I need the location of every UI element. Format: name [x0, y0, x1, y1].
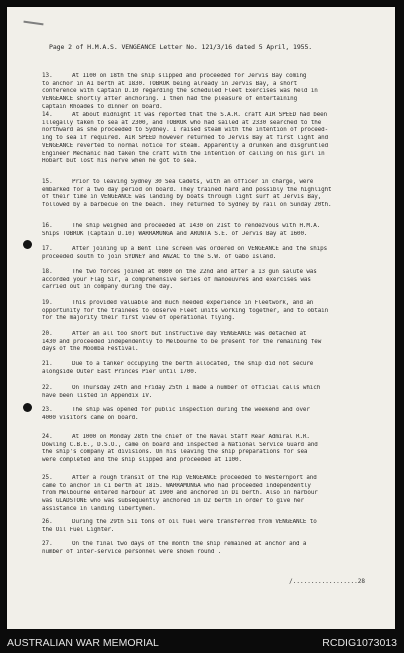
paragraph-line: was GLADSTONE who was subsequently anchored in D2 berth in order to give her — [42, 498, 304, 505]
archive-reference: RCDIG1073013 — [322, 637, 397, 649]
paragraph-line: ing to sea if required. AIR SPEED however returned to Jervis Bay at first light and — [42, 135, 329, 142]
paragraph — [42, 246, 372, 261]
paragraph-line: followed by a barbecue on the beach. They returned to Sydney by rail on Sunday 20th. — [42, 202, 332, 209]
archive-footer-bar — [0, 629, 404, 653]
paragraph-line: After joining up a Bent line screen was ordered on VENGEANCE and the ships — [72, 246, 328, 252]
paragraph-number: 14. — [42, 112, 53, 118]
paragraph-line: At about midnight it was reported that the S.A.R. craft AIR SPEED had been — [72, 112, 328, 118]
paragraph-number: 13. — [42, 73, 53, 79]
paragraph-line: During the 29th 511 tons of oil fuel were transferred from VENGEANCE to — [72, 519, 317, 525]
paragraph — [42, 112, 372, 166]
paragraph-number: 21. — [42, 361, 53, 367]
paragraph-line: Due to a tanker occupying the berth allocated, the ship did not secure — [72, 361, 314, 367]
paragraph — [42, 73, 372, 112]
paragraph-number: 27. — [42, 541, 53, 547]
paragraph-line: At 1000 on Monday 28th the chief of the Naval Staff Rear Admiral R.R. — [72, 434, 310, 440]
paragraph-number: 19. — [42, 300, 53, 306]
paragraph-number: 26. — [42, 519, 53, 525]
paragraph-line: northward as she proceeded to Sydney. I raised steam with the intention of proceed- — [42, 127, 329, 134]
paragraph-line: of their time in VENGEANCE was landing by boats through light surf at Jervis Bay, — [42, 194, 322, 201]
paragraph-line: Ships TOBRUK (Captain D.10) WARRAMUNGA and ARUNTA S.E. of Jervis Bay at 1600. — [42, 230, 308, 237]
paragraph — [42, 434, 372, 465]
paragraph-line: were completed and the ship slipped and proceeded at 1100. — [42, 457, 242, 464]
paragraph-line: for the majority their first view of operational flying. — [42, 315, 236, 322]
paragraph — [42, 331, 372, 354]
paragraph-line: The ship was opened for public inspection during the weekend and over — [72, 407, 310, 413]
paragraph-line: Dowling C.B.E., D.S.O., came on board and inspected a National Service Guard and — [42, 441, 318, 448]
paragraph-line: the ship's company at divisions. On his leaving the ship preparations for sea — [42, 449, 308, 456]
paragraph-line: VENGEANCE reverted to normal notice for steam. Apparently a drunken and disgruntled — [42, 142, 329, 149]
paragraph-line: carried out in company during the day. — [42, 284, 173, 291]
paragraph-number: 22. — [42, 385, 53, 391]
paragraph-line: came to anchor in C1 berth at 1815. WARRAMUNGA who had proceeded independently — [42, 482, 311, 489]
punch-hole — [23, 403, 32, 412]
paragraph — [42, 179, 372, 210]
paragraph-line: illegally taken to sea at 2300, and TOBRUK who had sailed at 2330 searched to the — [42, 119, 322, 126]
paragraph-line: Prior to leaving Sydney 30 Sea Cadets, with an officer in charge, were — [72, 179, 314, 185]
page-header: Page 2 of H.M.A.S. VENGEANCE Letter No. 121/3/16 dated 5 April, 1955. — [49, 43, 313, 51]
paragraph-line: accorded your Flag Sir, a comprehensive series of manoeuvres and exercises was — [42, 276, 311, 283]
paragraph-line: Hobart but lost his nerve when he got to sea. — [42, 158, 198, 165]
paragraph-line: VENGEANCE shortly after anchoring. I then had the pleasure of entertaining — [42, 96, 298, 103]
paragraph-line: days of the Moomba Festival. — [42, 346, 139, 353]
paragraph-line: assistance in landing libertymen. — [42, 505, 156, 512]
paragraph-line: After an all too short but instructive day VENGEANCE was detached at — [72, 331, 307, 337]
paragraph-line: 4000 visitors came on board. — [42, 414, 139, 421]
paragraph-line: Captain Rhoades to dinner on board. — [42, 103, 163, 110]
paragraph-line: Engineer Mechanic had taken the craft with the intention of calling on his girl in — [42, 150, 325, 157]
paragraph — [42, 541, 372, 556]
paragraph-number: 24. — [42, 434, 53, 440]
document-page — [7, 7, 395, 629]
paragraph-line: from Melbourne entered harbour at 1900 and anchored in D1 berth. Also in harbour — [42, 490, 318, 497]
paragraph-line: This provided valuable and much needed experience in Fleetwork, and an — [72, 300, 314, 306]
punch-hole — [23, 240, 32, 249]
paragraph — [42, 475, 372, 514]
paragraph — [42, 407, 372, 422]
paragraph-line: conference with Captain D.10 regarding the scheduled Fleet Exercises was held in — [42, 88, 318, 95]
paragraph — [42, 519, 372, 534]
paragraph — [42, 385, 372, 400]
paragraph-number: 17. — [42, 246, 53, 252]
paragraph-number: 16. — [42, 223, 53, 229]
paragraph — [42, 300, 372, 323]
paragraph-line: have been listed in Appendix IV. — [42, 392, 153, 399]
paragraph-line: At 1100 on 18th the ship slipped and proceeded for Jervis Bay coming — [72, 73, 307, 79]
paragraph-line: After a rough transit of the Rip VENGEANCE proceeded to Westernport and — [72, 475, 317, 481]
paragraph — [42, 223, 372, 238]
paragraph-line: The ship weighed and proceeded at 1430 on 21st to rendezvous with H.M.A. — [72, 223, 321, 229]
paragraph-number: 18. — [42, 269, 53, 275]
paragraph-line: The two forces joined at 0800 on the 22nd and after a 13 gun salute was — [72, 269, 317, 275]
paragraph-line: 1430 and proceeded independently to Melbourne to be present for the remaining few — [42, 338, 322, 345]
paragraph-number: 15. — [42, 179, 53, 185]
paragraph-line: to anchor in A1 berth at 1830. TOBRUK being already in Jervis Bay, a short — [42, 80, 298, 87]
paragraph-line: On Thursday 24th and Friday 25th I made a number of official calls which — [72, 385, 321, 391]
staple-mark — [22, 21, 43, 33]
paragraph-line: alongside Outer East Princes Pier until 1700. — [42, 368, 198, 375]
paragraph-line: embarked for a two day period on board. They trained hard and possibly the highlight — [42, 186, 332, 193]
paragraph-line: opportunity for the trainees to observe Fleet units working together, and to obtain — [42, 307, 329, 314]
paragraph-line: number of inter-service personnel were shown round . — [42, 548, 222, 555]
paragraph — [42, 269, 372, 292]
paragraph-number: 25. — [42, 475, 53, 481]
paragraph — [42, 361, 372, 376]
continuation-marker: /..................28 — [289, 578, 365, 585]
paragraph-line: the Oil Fuel Lighter. — [42, 526, 115, 533]
archive-name: AUSTRALIAN WAR MEMORIAL — [7, 637, 159, 649]
paragraph-number: 23. — [42, 407, 53, 413]
paragraph-line: On the final two days of the month the ship remained at anchor and a — [72, 541, 307, 547]
paragraph-line: proceeded south to join SYDNEY and ANZAC to the S.W. of Gabo Island. — [42, 253, 277, 260]
paragraph-number: 20. — [42, 331, 53, 337]
